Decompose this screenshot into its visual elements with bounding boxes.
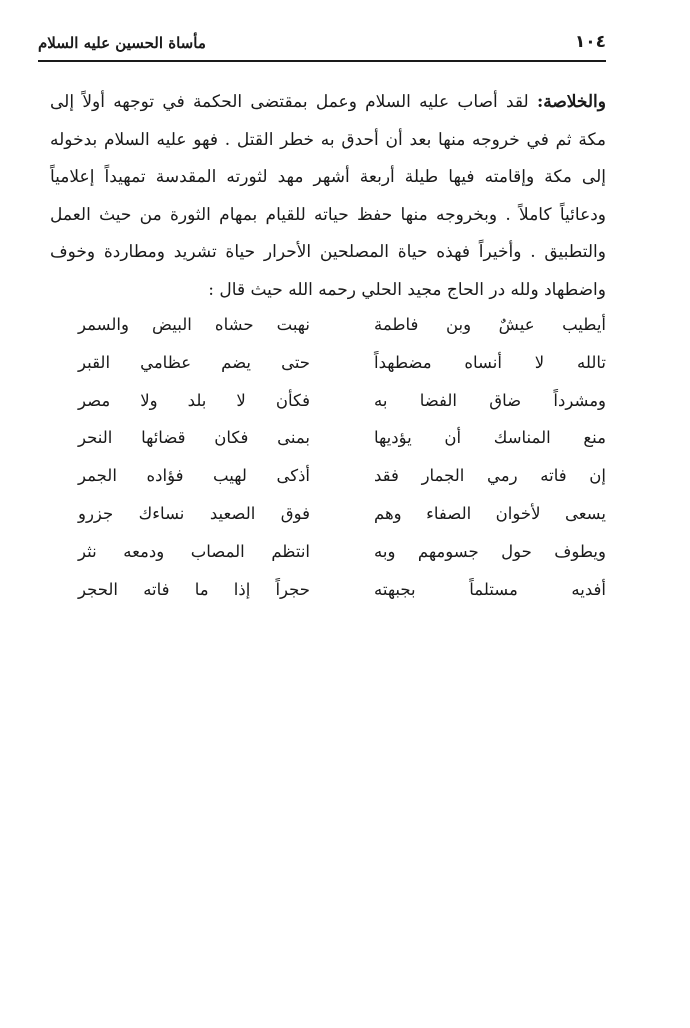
poem-verse [60, 457, 606, 495]
poem-verse [60, 419, 606, 457]
verse-first-hemistich: يسعى لأخوان الصفاء وهم [374, 503, 606, 523]
running-title: مأساة الحسين عليه السلام [38, 34, 206, 52]
verse-second-hemistich: فكأن لا بلد ولا مصر [78, 390, 310, 410]
verse-second-hemistich: انتظم المصاب ودمعه نثر [78, 541, 310, 561]
verse-first-hemistich: تالله لا أنساه مضطهداً [374, 352, 606, 372]
poem-verse [60, 382, 606, 420]
poem-verse [60, 306, 606, 344]
verse-second-hemistich: حتى يضم عظامي القبر [78, 352, 310, 372]
page-number: ١٠٤ [574, 32, 606, 52]
verse-second-hemistich: فوق الصعيد نساءك جزرو [78, 503, 310, 523]
poem-verse [60, 495, 606, 533]
paragraph-lead: والخلاصة: [536, 92, 606, 112]
verse-first-hemistich: أفديه مستلماً بجبهته [374, 579, 606, 599]
body-paragraph [50, 84, 606, 309]
page-header [38, 30, 606, 58]
header-rule [38, 60, 606, 62]
verse-second-hemistich: أذكى لهيب فؤاده الجمر [78, 466, 310, 486]
verse-second-hemistich: بمنى فكان قضائها النحر [78, 428, 310, 448]
verse-first-hemistich: إن فاته رمي الجمار فقد [374, 466, 606, 486]
paragraph-text: لقد أصاب عليه السلام وعمل بمقتضى الحكمة في توجهه أولاً إلى مكة ثم في خروجه منها بعد أن أحدق به خطر القتل . فهو عليه السلام بدخوله إلى مكة وإقامته فيها طيلة أربعة أشهر مهد لثورته المقدسة تمهيداً إعلامياً ودعائياً كاملاً . وبخروجه منها حفظ حياته للقيام بمهام الثورة من حيث العمل والتطبيق . وأخيراً فهذه حياة المصلحين الأحرار حياة تشريد ومطاردة وخوف واضطهاد ولله در الحاج مجيد الحلي رحمه الله حيث قال : [50, 92, 606, 300]
verse-first-hemistich: ومشرداً ضاق الفضا به [374, 390, 606, 410]
verse-first-hemistich: أيطيب عيشٌ وبن فاطمة [374, 315, 606, 334]
verse-second-hemistich: نهبت حشاه البيض والسمر [78, 315, 310, 334]
verse-second-hemistich: حجراً إذا ما فاته الحجر [78, 579, 310, 599]
verse-first-hemistich: ويطوف حول جسومهم وبه [374, 541, 606, 561]
poem-verse [60, 344, 606, 382]
poem [60, 306, 606, 608]
verse-first-hemistich: منع المناسك أن يؤديها [374, 428, 606, 448]
poem-verse [60, 571, 606, 609]
poem-verse [60, 533, 606, 571]
